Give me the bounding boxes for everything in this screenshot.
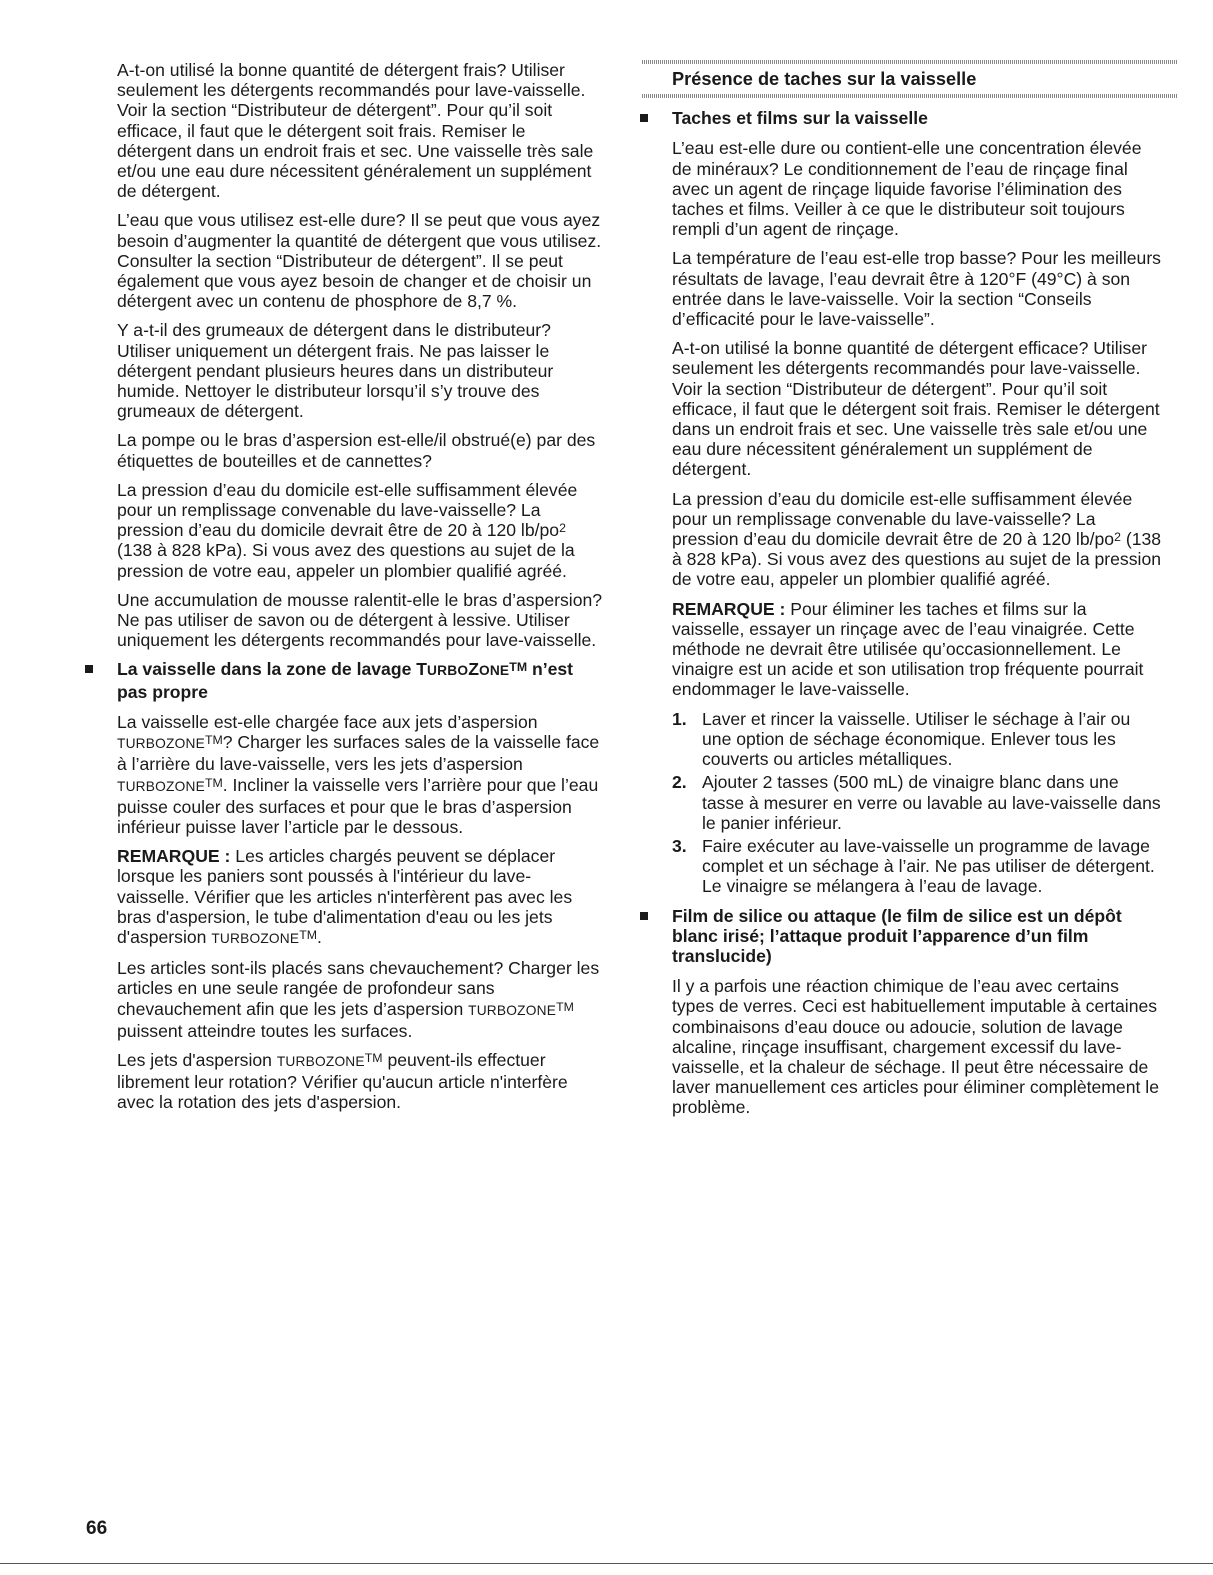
bottom-rule bbox=[0, 1563, 1213, 1564]
left-column bbox=[117, 60, 603, 1122]
square-bullet-icon bbox=[640, 912, 648, 920]
square-bullet-icon bbox=[640, 114, 648, 122]
paragraph: REMARQUE : Pour éliminer les taches et films sur la vaisselle, essayer un rinçage avec de l’eau vinaigrée. Cette méthode ne devrait être utilisée qu’occasionnellement. Le vinaigre est un acide et son utilisation trop fréquente pourrait endommager le lave-vaisselle. bbox=[672, 598, 1144, 700]
paragraph: L’eau que vous utilisez est-elle dure? Il se peut que vous ayez besoin d’augmenter la quantité de détergent que vous utilisez. Consulter la section “Distributeur de détergent”. Il se peut également que vous ayez besoin de changer et de choisir un détergent avec un contenu de phosphore de 8,7 %. bbox=[117, 210, 602, 312]
paragraph: La pompe ou le bras d’aspersion est-elle/il obstrué(e) par des étiquettes de bouteilles et de cannettes? bbox=[117, 430, 596, 471]
paragraph: Une accumulation de mousse ralentit-elle le bras d’aspersion? Ne pas utiliser de savon ou de détergent à lessive. Utiliser uniquement les détergents recommandés pour lave-vaisselle. bbox=[117, 589, 603, 651]
bullet-heading: Taches et films sur la vaisselle bbox=[672, 108, 1162, 128]
paragraph: REMARQUE : Les articles chargés peuvent se déplacer lorsque les paniers sont poussés à l'intérieur du lave-vaisselle. Vérifier que les articles n'interfèrent pas avec les bras d'aspersion, le tube d'alimentation d'eau ou les jets d'aspersion TURBOZONE™. bbox=[117, 846, 573, 947]
bullet-heading: La vaisselle dans la zone de lavage TURBOZONE™ n’est pas propre bbox=[117, 659, 603, 701]
paragraph: La vaisselle est-elle chargée face aux jets d’aspersion TURBOZONE™? Charger les surfaces sales de la vaisselle face à l’arrière du lave-vaisselle, vers les jets d’aspersion TURBOZONE™. Incliner la vaisselle vers l’arrière pour que l’eau puisse couler des surfaces et pour que le bras d’aspersion inférieur puisse laver l’article par le dessous. bbox=[117, 711, 600, 837]
list-item: 3. Faire exécuter au lave-vaisselle un programme de lavage complet et un séchage à l’air. Ne pas utiliser de détergent. Le vinaigre se mélangera à l’eau de lavage. bbox=[672, 835, 1155, 897]
paragraph: Y a-t-il des grumeaux de détergent dans le distributeur? Utiliser uniquement un détergent frais. Ne pas laisser le détergent pendant plusieurs heures dans un distributeur humide. Nettoyer le distributeur lorsqu’il s’y trouve des grumeaux de détergent. bbox=[117, 320, 554, 422]
paragraph: La température de l’eau est-elle trop basse? Pour les meilleurs résultats de lavage, l’eau devrait être à 120°F (49°C) à son entrée dans le lave-vaisselle. Voir la section “Conseils d’efficacité pour le lave-vaisselle”. bbox=[672, 248, 1161, 330]
section-title: Présence de taches sur la vaisselle bbox=[672, 69, 977, 89]
numbered-steps bbox=[672, 709, 1162, 897]
note-label: REMARQUE : bbox=[672, 598, 786, 619]
page-number: 66 bbox=[86, 1518, 108, 1539]
paragraph: A-t-on utilisé la bonne quantité de détergent frais? Utiliser seulement les détergents recommandés pour lave-vaisselle. Voir la section “Distributeur de détergent”. Pour qu’il soit efficace, il faut que le détergent soit frais. Remiser le détergent dans un endroit frais et sec. Une vaisselle très sale et/ou une eau dure nécessitent généralement un supplément de détergent. bbox=[117, 60, 594, 202]
note-label: REMARQUE : bbox=[117, 846, 231, 867]
paragraph: Les jets d'aspersion TURBOZONE™ peuvent-ils effectuer librement leur rotation? Vérifier qu'aucun article n'interfère avec la rotation des jets d'aspersion. bbox=[117, 1049, 568, 1113]
right-column bbox=[672, 60, 1162, 1127]
paragraph: Il y a parfois une réaction chimique de l’eau avec certains types de verres. Ceci est habituellement imputable à certaines combinaisons d’eau douce ou adoucie, solution de lavage alcaline, rinçage insuffisant, chargement excessif du lave-vaisselle, et la chaleur de séchage. Il peut être nécessaire de laver manuellement ces articles pour éliminer complètement le problème. bbox=[672, 976, 1159, 1118]
paragraph: La pression d’eau du domicile est-elle suffisamment élevée pour un remplissage convenable du lave-vaisselle? La pression d’eau du domicile devrait être de 20 à 120 $lb/po^2$ (138 à 828 kPa). Si vous avez des questions au sujet de la pression de votre eau, appeler un plombier qualifié agréé. bbox=[117, 479, 578, 581]
square-bullet-icon bbox=[85, 665, 93, 673]
paragraph: L’eau est-elle dure ou contient-elle une concentration élevée de minéraux? Le conditionnement de l’eau de rinçage final avec un agent de rinçage liquide favorise l’élimination des taches et films. Veiller à ce que le distributeur soit toujours rempli d’un agent de rinçage. bbox=[672, 138, 1142, 240]
bullet-heading: Film de silice ou attaque (le film de silice est un dépôt blanc irisé; l’attaque produit l’apparence d’un film translucide) bbox=[672, 906, 1162, 967]
paragraph: Les articles sont-ils placés sans chevauchement? Charger les articles en une seule rangée de profondeur sans chevauchement afin que les jets d’aspersion TURBOZONE™ puissent atteindre toutes les surfaces. bbox=[117, 958, 600, 1041]
dotted-rule bbox=[642, 94, 1178, 98]
section-header bbox=[642, 60, 1178, 98]
paragraph: La pression d’eau du domicile est-elle suffisamment élevée pour un remplissage convenable du lave-vaisselle? La pression d’eau du domicile devrait être de 20 à 120 $lb/po^2$ (138 à 828 kPa). Si vous avez des questions au sujet de la pression de votre eau, appeler un plombier qualifié agréé. bbox=[672, 488, 1162, 590]
list-item: 2. Ajouter 2 tasses (500 mL) de vinaigre blanc dans une tasse à mesurer en verre ou lavable au lave-vaisselle dans le panier inférieur. bbox=[672, 772, 1161, 833]
list-item: 1. Laver et rincer la vaisselle. Utiliser le séchage à l’air ou une option de séchage économique. Enlever tous les couverts ou articles métalliques. bbox=[672, 708, 1131, 770]
paragraph: A-t-on utilisé la bonne quantité de détergent efficace? Utiliser seulement les détergents recommandés pour lave-vaisselle. Voir la section “Distributeur de détergent”. Pour qu’il soit efficace, il faut que le détergent soit frais. Remiser le détergent dans un endroit frais et sec. Une vaisselle très sale et/ou une eau dure nécessitent généralement un supplément de détergent. bbox=[672, 338, 1160, 480]
